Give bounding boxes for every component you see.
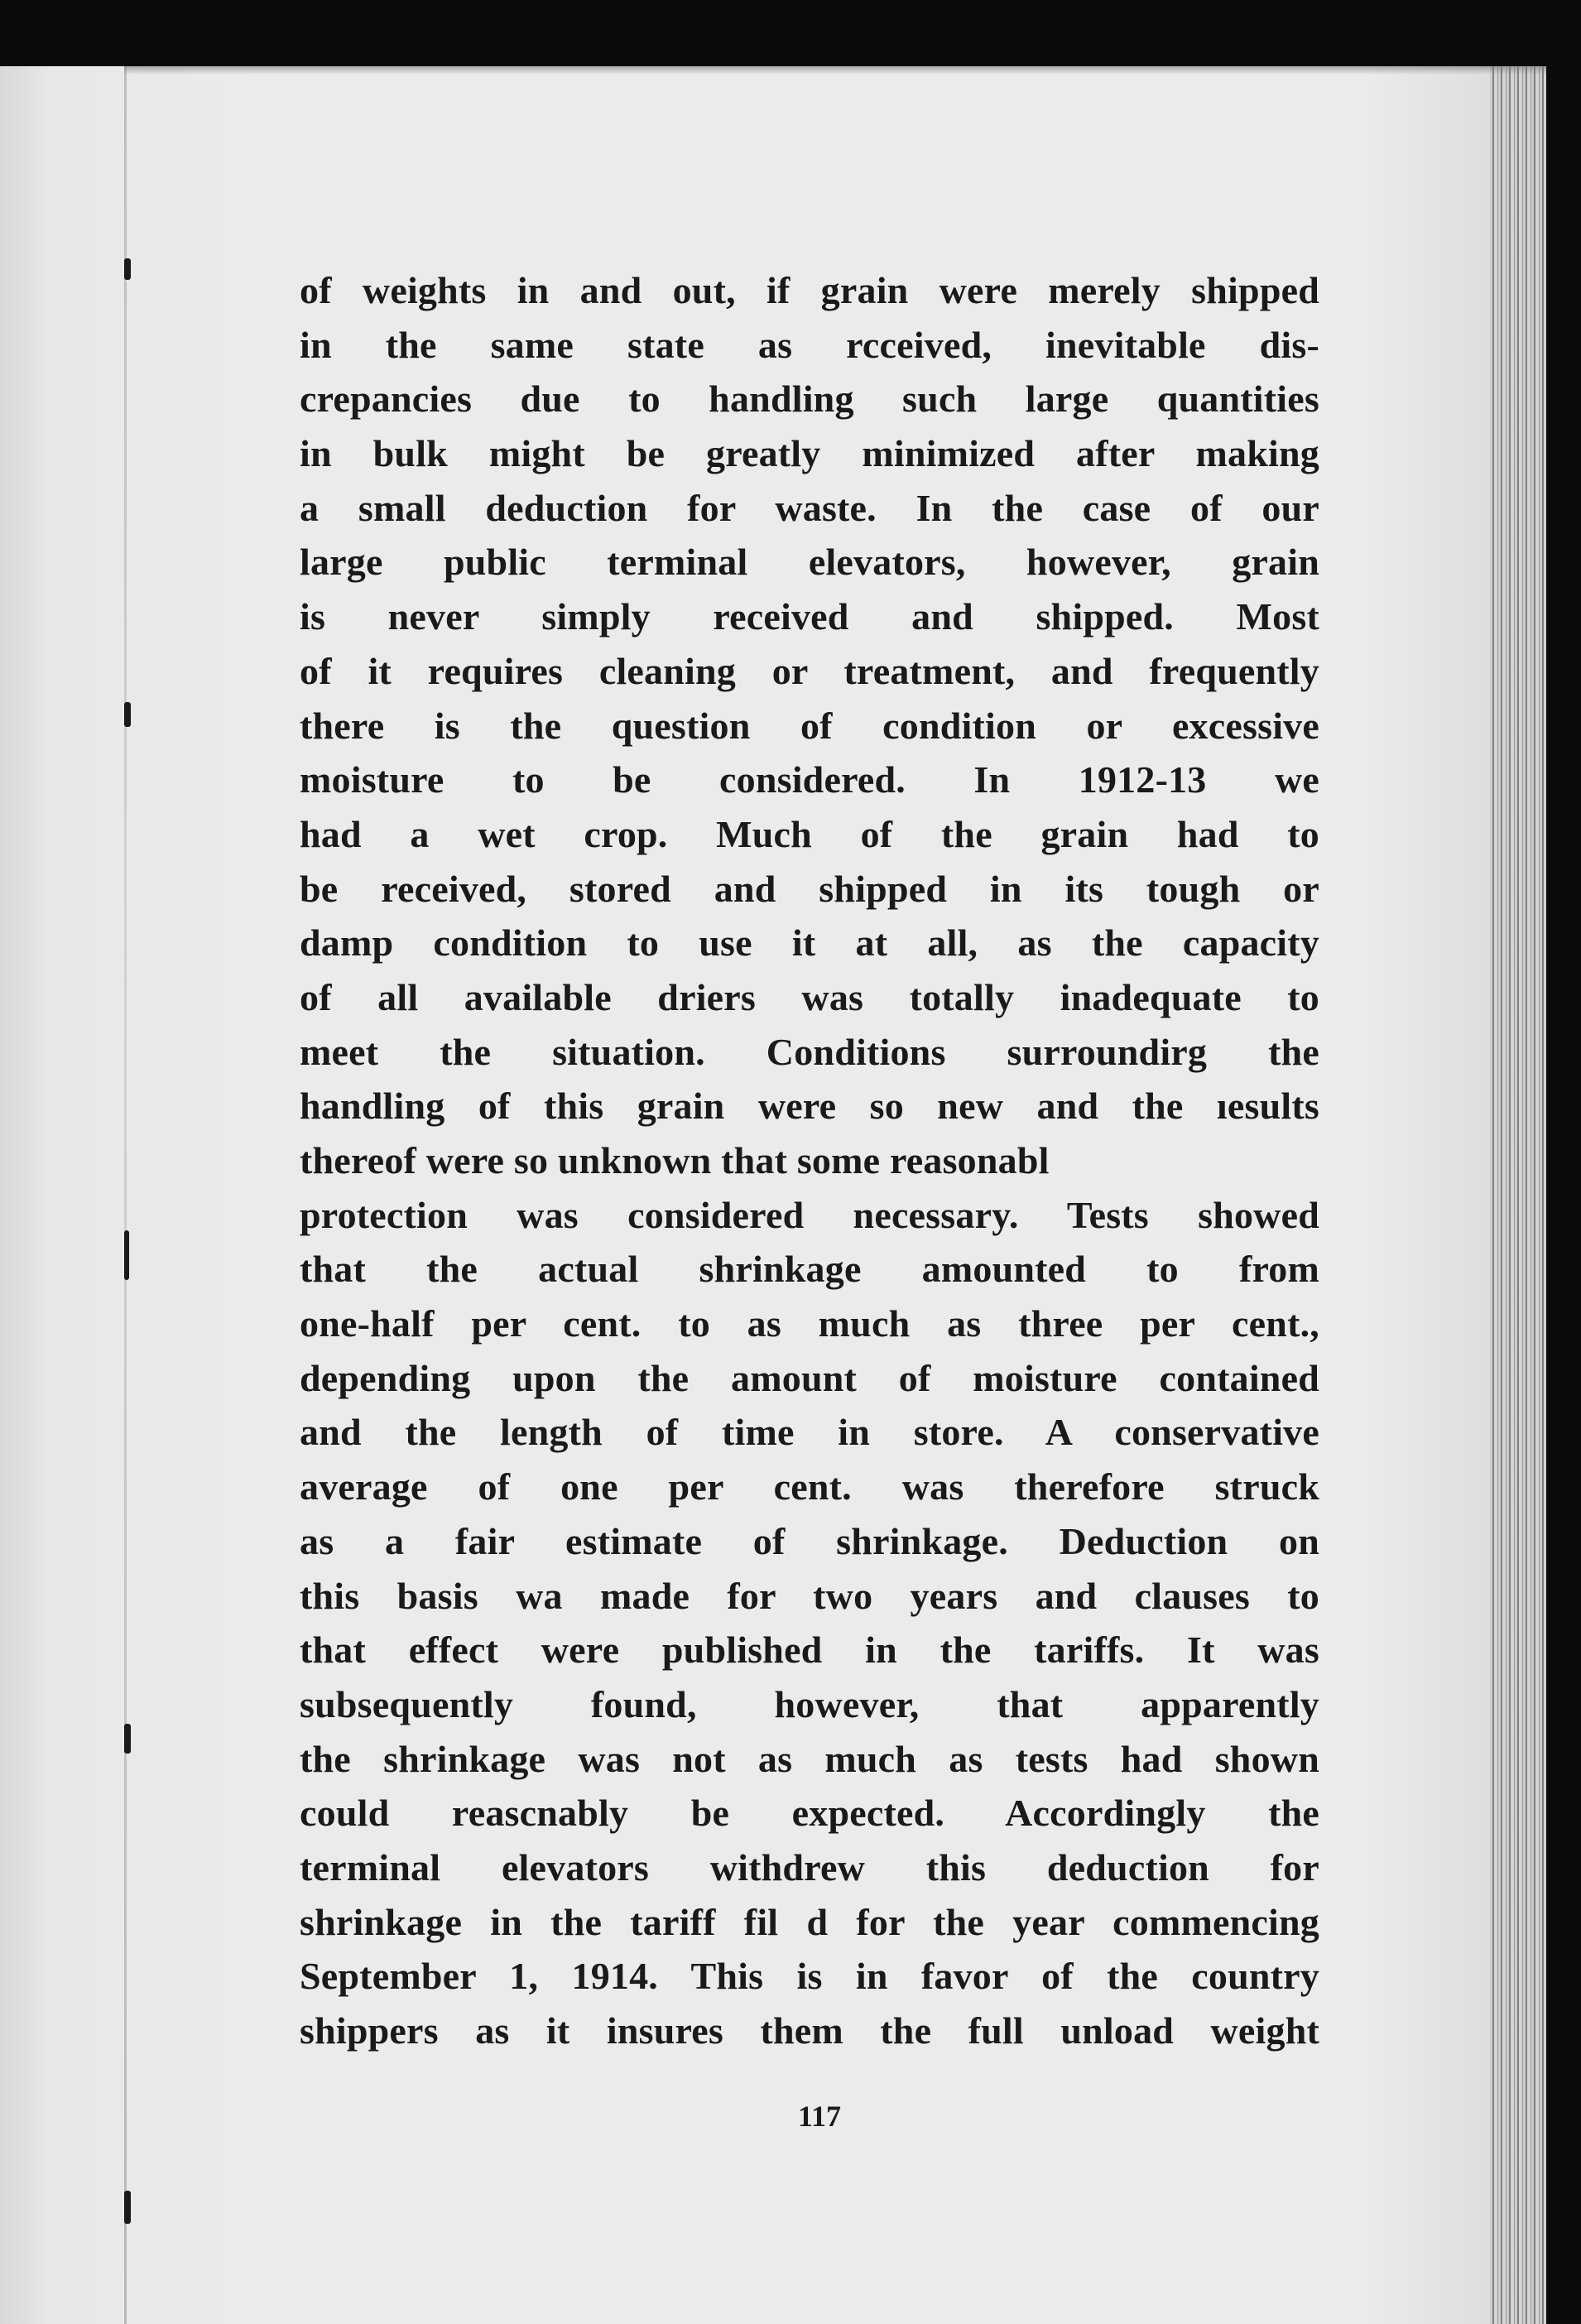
text-line: is never simply received and shipped. Most xyxy=(300,595,1319,638)
text-line: and the length of time in store. A conservative xyxy=(300,1411,1319,1454)
page-number: 117 xyxy=(797,2100,841,2133)
text-line: that the actual shrinkage amounted to from xyxy=(300,1248,1319,1291)
text-line: could reascnably be expected. Accordingly the xyxy=(300,1792,1319,1835)
text-line: of it requires cleaning or treatment, and frequently xyxy=(300,649,1319,692)
text-line: crepancies due to handling such large quantities xyxy=(300,378,1319,421)
margin-mark xyxy=(124,1724,131,1754)
text-line: that effect were published in the tariffs. It was xyxy=(300,1629,1319,1672)
text-line: shippers as it insures them the full unload weight xyxy=(300,2009,1319,2052)
page-fold xyxy=(124,66,127,2324)
text-line: average of one per cent. was therefore struck xyxy=(300,1465,1319,1508)
text-line: of weights in and out, if grain were merely shipped xyxy=(300,269,1319,311)
text-line: damp condition to use it at all, as the capacity xyxy=(300,921,1319,965)
text-line: in bulk might be greatly minimized after making xyxy=(300,432,1319,475)
text-line: protection was considered necessary. Tests showed xyxy=(300,1193,1319,1236)
text-line: large public terminal elevators, however, grain xyxy=(300,541,1319,584)
text-line: handling of this grain were so new and the ıesults xyxy=(300,1085,1319,1128)
text-line: subsequently found, however, that apparently xyxy=(300,1682,1319,1725)
text-line: be received, stored and shipped in its tough or xyxy=(300,867,1319,910)
text-line: there is the question of condition or excessive xyxy=(300,704,1319,747)
text-line: moisture to be considered. In 1912-13 we xyxy=(300,758,1319,801)
text-line: thereof were so unknown that some reasonabl xyxy=(300,1139,1050,1181)
text-line: this basis wa made for two years and clauses to xyxy=(300,1574,1319,1617)
text-line: depending upon the amount of moisture contained xyxy=(300,1356,1319,1399)
page-edge xyxy=(1490,66,1546,2324)
text-line: had a wet crop. Much of the grain had to xyxy=(300,812,1319,855)
margin-mark xyxy=(124,2191,131,2224)
text-line: of all available driers was totally inadequate to xyxy=(300,975,1319,1018)
text-line: terminal elevators withdrew this deduction for xyxy=(300,1845,1319,1889)
text-line: in the same state as rcceived, inevitable dis- xyxy=(300,323,1319,366)
text-line: one-half per cent. to as much as three per cent., xyxy=(300,1302,1319,1345)
margin-mark xyxy=(124,258,131,280)
body-text xyxy=(300,263,1319,2058)
text-line: September 1, 1914. This is in favor of the country xyxy=(300,1955,1319,1998)
margin-mark xyxy=(124,702,131,727)
margin-mark xyxy=(124,1230,129,1280)
text-line: the shrinkage was not as much as tests had shown xyxy=(300,1737,1319,1780)
text-line: a small deduction for waste. In the case of our xyxy=(300,486,1319,529)
text-line: as a fair estimate of shrinkage. Deduction on xyxy=(300,1519,1319,1562)
text-line: meet the situation. Conditions surroundirg the xyxy=(300,1030,1319,1073)
page-top-shadow xyxy=(124,66,1546,75)
text-line: shrinkage in the tariff fil d for the year commencing xyxy=(300,1900,1319,1943)
